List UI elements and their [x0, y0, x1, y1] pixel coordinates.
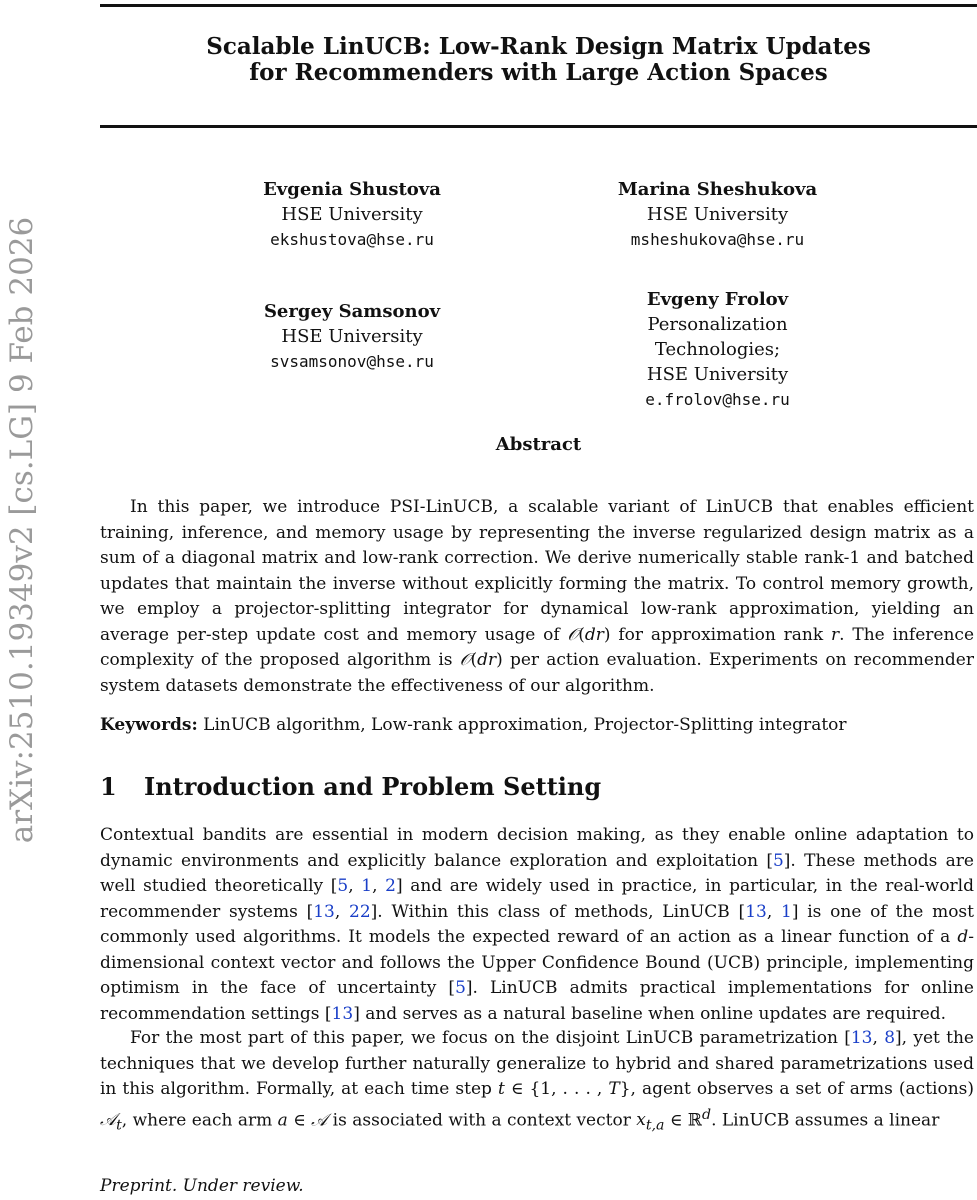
footer-note: Preprint. Under review.: [100, 1176, 304, 1196]
author-block: [585, 177, 850, 252]
author-name: Sergey Samsonov: [263, 301, 441, 322]
author-email[interactable]: msheshukova@hse.ru: [630, 230, 805, 249]
section-heading: [100, 772, 601, 801]
keywords-label: Keywords:: [100, 715, 198, 735]
citation-link[interactable]: 8: [884, 1028, 896, 1048]
author-name: Evgeny Frolov: [646, 289, 789, 310]
citation-link[interactable]: 5: [337, 876, 349, 896]
author-affiliation: Personalization Technologies;: [647, 314, 788, 360]
citation-link[interactable]: 13: [313, 901, 335, 922]
author-email[interactable]: ekshustova@hse.ru: [270, 230, 434, 249]
citation-link[interactable]: 1: [781, 901, 792, 922]
citation-link[interactable]: 5: [455, 978, 466, 998]
citation-link[interactable]: 13: [850, 1028, 873, 1048]
abstract-body: In this paper, we introduce PSI-LinUCB, a scalable variant of LinUCB that enables efficient training, inference, and memory usage by representing the inverse regularized design matrix as a sum of a diagonal matrix and low-rank correction. We derive numerically stable rank-1 and batched updates that maintain the inverse without explicitly forming the matrix. To control memory growth, we employ a projector-splitting integrator for dynamical low-rank approximation, yielding an average per-step update cost and memory usage of 𝒪(dr) for approximation rank r. The inference complexity of the proposed algorithm is 𝒪(dr) per action evaluation. Experiments on recommender system datasets demonstrate the effectiveness of our algorithm.: [100, 497, 975, 696]
section-title: Introduction and Problem Setting: [144, 772, 602, 801]
author-name: Evgenia Shustova: [263, 179, 441, 200]
citation-link[interactable]: 1: [361, 876, 373, 896]
keywords-text: LinUCB algorithm, Low-rank approximation, Projector-Splitting integrator: [203, 715, 847, 735]
intro-paragraph-2: For the most part of this paper, we focus on the disjoint LinUCB parametrization [13, 8], yet the techniques that we develop further naturally generalize to hybrid and shared parametrizations used in this algorithm. Formally, at each time step t ∈ {1, . . . , T}, agent observes a set of arms (actions) 𝒜$_t$, where each arm a ∈ 𝒜 is associated with a context vector $x_{t,a}$ ∈ ℝ$^d$. LinUCB assumes a linear: [100, 1028, 975, 1134]
intro-paragraph-1: Contextual bandits are essential in modern decision making, as they enable online adaptation to dynamic environments and explicitly balance exploration and exploitation [5]. These methods are well studied theoretically [5, 1, 2] and are widely used in practice, in particular, in the real-world recommender systems [13, 22]. Within this class of methods, LinUCB [13, 1] is one of the most commonly used algorithms. It models the expected reward of an action as a linear function of a d-dimensional context vector and follows the Upper Confidence Bound (UCB) principle, implementing optimism in the face of uncertainty [5]. LinUCB admits practical implementations for online recommendation settings [13] and serves as a natural baseline when online updates are required.: [100, 825, 975, 1024]
title-line-2: for Recommenders with Large Action Spaces: [249, 59, 828, 86]
author-affiliation: HSE University: [281, 204, 423, 225]
author-affiliation: HSE University: [281, 326, 423, 347]
author-affiliation: HSE University: [646, 364, 789, 385]
keywords-line: [100, 715, 977, 735]
citation-link[interactable]: 5: [772, 850, 784, 871]
paper-title: [100, 34, 977, 86]
abstract-heading: Abstract: [495, 434, 582, 455]
author-email[interactable]: e.frolov@hse.ru: [645, 390, 790, 409]
author-email[interactable]: svsamsonov@hse.ru: [270, 352, 434, 371]
title-line-1: Scalable LinUCB: Low-Rank Design Matrix Updates: [206, 33, 871, 60]
author-block: [222, 177, 482, 252]
title-rule-bottom: [100, 125, 977, 128]
citation-link[interactable]: 22: [349, 901, 371, 922]
citation-link[interactable]: 13: [331, 1003, 354, 1024]
author-affiliation: HSE University: [646, 204, 789, 225]
citation-link[interactable]: 2: [385, 876, 396, 896]
author-block: [222, 299, 482, 374]
author-name: Marina Sheshukova: [617, 179, 818, 200]
citation-link[interactable]: 13: [745, 901, 767, 922]
author-block: [585, 287, 850, 412]
arxiv-stamp: [0, 0, 44, 1200]
arxiv-stamp-text: arXiv:2510.19349v2 [cs.LG] 9 Feb 2026: [4, 216, 40, 844]
section-number: 1: [100, 772, 117, 801]
title-rule-top: [100, 4, 977, 7]
